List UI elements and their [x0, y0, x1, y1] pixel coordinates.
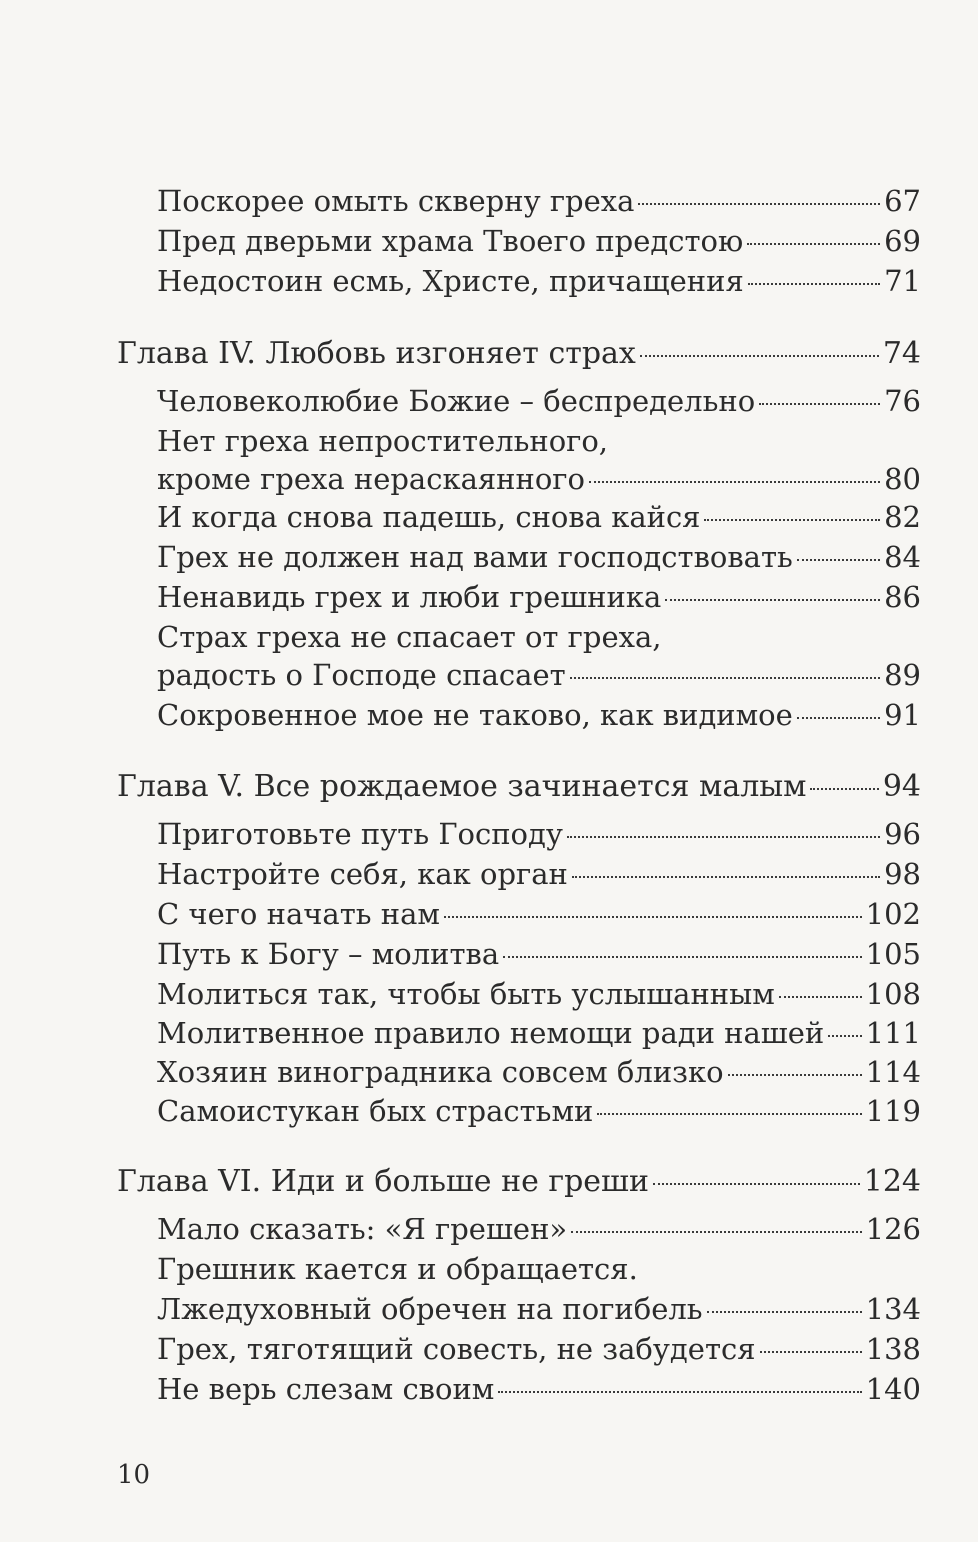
toc-entry-title: Не верь слезам своим [157, 1372, 495, 1406]
dot-leader [665, 599, 880, 601]
toc-entry-page: 98 [884, 857, 921, 891]
toc-entry-page: 119 [865, 1094, 921, 1128]
toc-entry [157, 182, 921, 220]
toc-entry [157, 538, 921, 576]
toc-entry-title: Недостоин есмь, Христе, причащения [157, 264, 744, 298]
toc-entry [157, 422, 921, 460]
dot-leader [760, 1351, 862, 1353]
toc-entry [157, 578, 921, 616]
toc-entry-page: 91 [884, 698, 921, 732]
toc-entry-title: И когда снова падешь, снова кайся [157, 500, 701, 534]
toc-entry-title: Приготовьте путь Господу [157, 817, 563, 851]
toc-entry-title: Грешник кается и обращается. [157, 1252, 638, 1286]
toc-entry-title: Путь к Богу – молитва [157, 937, 500, 971]
toc-entry-page: 89 [884, 658, 921, 692]
toc-entry-title: Молитвенное правило немощи ради нашей [157, 1016, 825, 1050]
toc-entry-page: 96 [884, 817, 921, 851]
toc-entry [157, 618, 921, 656]
toc-entry-title: Ненавидь грех и люби грешника [157, 580, 662, 614]
toc-entry [157, 1330, 921, 1368]
dot-leader [640, 355, 879, 357]
toc-chapter [117, 768, 921, 806]
dot-leader [728, 1074, 862, 1076]
dot-leader [444, 916, 862, 918]
toc-entry-page: 80 [884, 462, 921, 496]
toc-chapter [117, 335, 921, 373]
dot-leader [759, 403, 880, 405]
toc-entry [157, 1014, 921, 1052]
toc-chapter-page: 94 [882, 769, 921, 804]
toc-entry-title: Человеколюбие Божие – беспредельно [157, 384, 756, 418]
toc-entry-page: 71 [884, 264, 921, 298]
toc-entry-page: 134 [865, 1292, 921, 1326]
toc-entry [157, 855, 921, 893]
toc-entry-title: кроме греха нераскаянного [157, 462, 585, 496]
toc-entry-page: 108 [865, 977, 921, 1011]
dot-leader [797, 717, 880, 719]
dot-leader [707, 1311, 862, 1313]
toc-entry-page: 69 [884, 224, 921, 258]
dot-leader [567, 836, 880, 838]
toc-entry [157, 460, 921, 498]
toc-chapter-title: Глава VI. Иди и больше не греши [117, 1164, 649, 1199]
toc-entry-page: 114 [865, 1055, 921, 1089]
toc-entry-title: Хозяин виноградника совсем близко [157, 1055, 724, 1089]
dot-leader [503, 956, 862, 958]
dot-leader [797, 559, 880, 561]
toc-entry [157, 262, 921, 300]
toc-entry-page: 67 [884, 184, 921, 218]
toc-entry [157, 1370, 921, 1408]
dot-leader [570, 677, 880, 679]
dot-leader [571, 1231, 861, 1233]
toc-entry [157, 935, 921, 973]
toc-entry [157, 1250, 921, 1288]
dot-leader [810, 788, 878, 790]
toc-chapter-page: 74 [882, 336, 921, 371]
toc-entry-title: Грех, тяготящий совесть, не забудется [157, 1332, 756, 1366]
dot-leader [589, 481, 880, 483]
dot-leader [597, 1113, 861, 1115]
toc-entry-page: 140 [865, 1372, 921, 1406]
toc-entry-page: 138 [865, 1332, 921, 1366]
toc-entry-title: Самоистукан бых страстьми [157, 1094, 594, 1128]
toc-entry-title: Молиться так, чтобы быть услышанным [157, 977, 775, 1011]
toc-entry-title: Грех не должен над вами господствовать [157, 540, 793, 574]
toc-entry-page: 111 [865, 1016, 921, 1050]
page-number: 10 [117, 1460, 151, 1490]
toc-entry-title: Сокровенное мое не таково, как видимое [157, 698, 793, 732]
toc-entry-page: 102 [865, 897, 921, 931]
toc-entry [157, 222, 921, 260]
dot-leader [748, 283, 880, 285]
toc-chapter-page: 124 [863, 1164, 921, 1199]
toc-entry [157, 975, 921, 1013]
toc-entry-page: 82 [884, 500, 921, 534]
toc-entry-title: Пред дверьми храма Твоего предстою [157, 224, 744, 258]
toc-entry-page: 84 [884, 540, 921, 574]
dot-leader [653, 1183, 860, 1185]
toc-entry [157, 1290, 921, 1328]
dot-leader [572, 876, 880, 878]
dot-leader [828, 1035, 861, 1037]
toc-entry-title: Лжедуховный обречен на погибель [157, 1292, 703, 1326]
toc-entry [157, 498, 921, 536]
toc-entry [157, 382, 921, 420]
toc-entry-page: 76 [884, 384, 921, 418]
toc-entry-title: Нет греха непростительного, [157, 424, 609, 458]
toc-entry-title: радость о Господе спасает [157, 658, 566, 692]
dot-leader [704, 519, 880, 521]
toc-entry-title: С чего начать нам [157, 897, 440, 931]
dot-leader [498, 1391, 861, 1393]
toc-entry-page: 105 [865, 937, 921, 971]
toc-entry-title: Настройте себя, как орган [157, 857, 568, 891]
toc-entry [157, 1053, 921, 1091]
toc-entry [157, 696, 921, 734]
toc-entry [157, 656, 921, 694]
toc-chapter-title: Глава IV. Любовь изгоняет страх [117, 336, 636, 371]
dot-leader [747, 243, 880, 245]
toc-entry [157, 815, 921, 853]
toc-entry-page: 86 [884, 580, 921, 614]
toc-entry-title: Поскорее омыть скверну греха [157, 184, 635, 218]
toc-chapter [117, 1163, 921, 1201]
toc-entry [157, 895, 921, 933]
toc-entry [157, 1092, 921, 1130]
dot-leader [779, 996, 862, 998]
toc-entry [157, 1210, 921, 1248]
toc-chapter-title: Глава V. Все рождаемое зачинается малым [117, 769, 807, 804]
dot-leader [638, 203, 880, 205]
toc-entry-title: Мало сказать: «Я грешен» [157, 1212, 568, 1246]
toc-entry-title: Страх греха не спасает от греха, [157, 620, 662, 654]
toc-entry-page: 126 [865, 1212, 921, 1246]
